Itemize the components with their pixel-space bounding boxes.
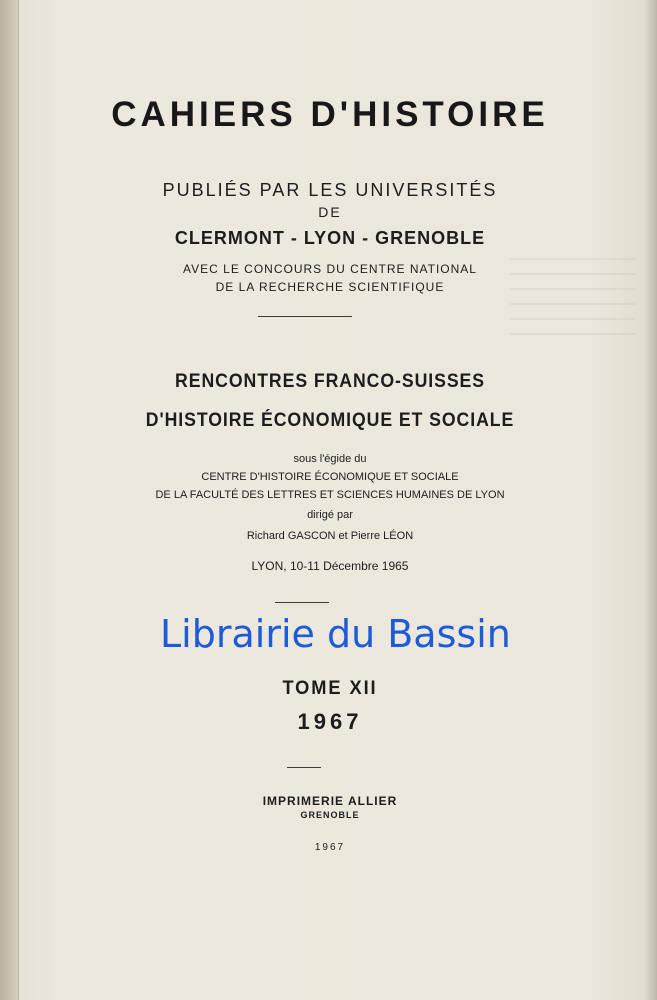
volume-number: TOME XII bbox=[282, 678, 378, 699]
meeting-title-line-2: D'HISTOIRE ÉCONOMIQUE ET SOCIALE bbox=[145, 410, 515, 431]
page-edge-shadow bbox=[643, 0, 657, 1000]
directors-line: Richard GASCON et Pierre LÉON bbox=[246, 530, 414, 542]
directed-by-line: dirigé par bbox=[307, 509, 353, 521]
universities-line: CLERMONT - LYON - GRENOBLE bbox=[174, 228, 486, 248]
bleed-through-line bbox=[510, 333, 635, 335]
printer-city: GRENOBLE bbox=[300, 810, 360, 820]
place-date-line: LYON, 10-11 Décembre 1965 bbox=[251, 559, 409, 573]
sponsor-line-1: AVEC LE CONCOURS DU CENTRE NATIONAL bbox=[183, 262, 477, 276]
separator-rule bbox=[287, 767, 321, 768]
meeting-title-line-1: RENCONTRES FRANCO-SUISSES bbox=[175, 371, 485, 392]
centre-line-1: CENTRE D'HISTOIRE ÉCONOMIQUE ET SOCIALE bbox=[201, 471, 459, 483]
printer-year: 1967 bbox=[314, 842, 346, 853]
separator-rule bbox=[275, 602, 329, 603]
binding-edge bbox=[0, 0, 19, 1000]
publishers-conjunction: DE bbox=[318, 204, 342, 220]
bookseller-watermark: Librairie du Bassin bbox=[160, 612, 511, 656]
publication-title: CAHIERS D'HISTOIRE bbox=[111, 95, 549, 134]
bleed-through-line bbox=[510, 318, 635, 320]
printer-name: IMPRIMERIE ALLIER bbox=[262, 794, 398, 808]
aegis-line: sous l'égide du bbox=[293, 453, 367, 465]
centre-line-2: DE LA FACULTÉ DES LETTRES ET SCIENCES HUMAINES DE LYON bbox=[155, 489, 505, 501]
separator-rule bbox=[258, 316, 352, 317]
sponsor-line-2: DE LA RECHERCHE SCIENTIFIQUE bbox=[215, 280, 445, 294]
volume-year: 1967 bbox=[297, 709, 363, 734]
publishers-line: PUBLIÉS PAR LES UNIVERSITÉS bbox=[162, 180, 498, 200]
bleed-through-line bbox=[510, 303, 635, 305]
